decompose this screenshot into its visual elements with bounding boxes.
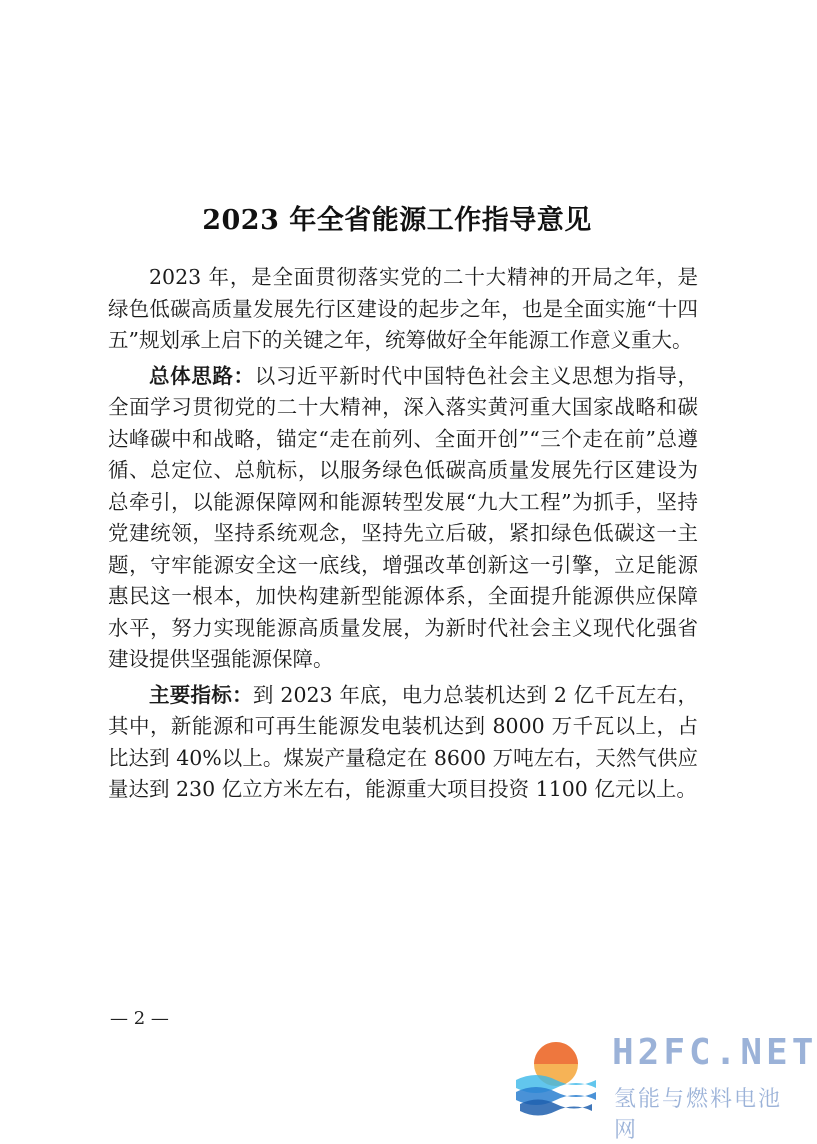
paragraph-text: 到 2023 年底，电力总装机达到 2 亿千瓦左右，其中，新能源和可再生能源发电装机达到 8000 万千瓦以上，占比达到 40%以上。煤炭产量稳定在 8600 万吨左右，天然气供应量达到 230 亿立方米左右，能源重大项目投资 1100 亿元以上。 <box>108 682 698 801</box>
paragraph-text: 以习近平新时代中国特色社会主义思想为指导，全面学习贯彻党的二十大精神，深入落实黄河重大国家战略和碳达峰碳中和战略，锚定“走在前列、全面开创”“三个走在前”总遵循、总定位、总航标，以服务绿色低碳高质量发展先行区建设为总牵引，以能源保障网和能源转型发展“九大工程”为抓手，坚持党建统领，坚持系统观念，坚持先立后破，紧扣绿色低碳这一主题，守牢能源安全这一底线，增强改革创新这一引擎，立足能源惠民这一根本，加快构建新型能源体系，全面提升能源供应保障水平，努力实现能源高质量发展，为新时代社会主义现代化强省建设提供坚强能源保障。 <box>108 363 699 671</box>
page-title: 2023 年全省能源工作指导意见 <box>202 205 592 237</box>
page-number: — 2 — <box>110 1008 169 1029</box>
paragraph-lead: 主要指标： <box>149 682 253 707</box>
paragraph-intro <box>108 262 698 357</box>
paragraph-text: 2023 年，是全面贯彻落实党的二十大精神的开局之年，是绿色低碳高质量发展先行区建设的起步之年，也是全面实施“十四五”规划承上启下的关键之年，统筹做好全年能源工作意义重大。 <box>108 265 698 352</box>
h2fc-logo-icon <box>512 1030 600 1118</box>
paragraph-main-indicators <box>108 680 698 806</box>
paragraph-lead: 总体思路： <box>149 363 255 388</box>
paragraph-overall-approach <box>108 361 698 676</box>
watermark <box>512 1028 817 1143</box>
document-body <box>108 262 698 810</box>
watermark-brand: H2FC.NET <box>612 1032 817 1073</box>
watermark-subtitle: 氢能与燃料电池网 <box>614 1087 783 1143</box>
